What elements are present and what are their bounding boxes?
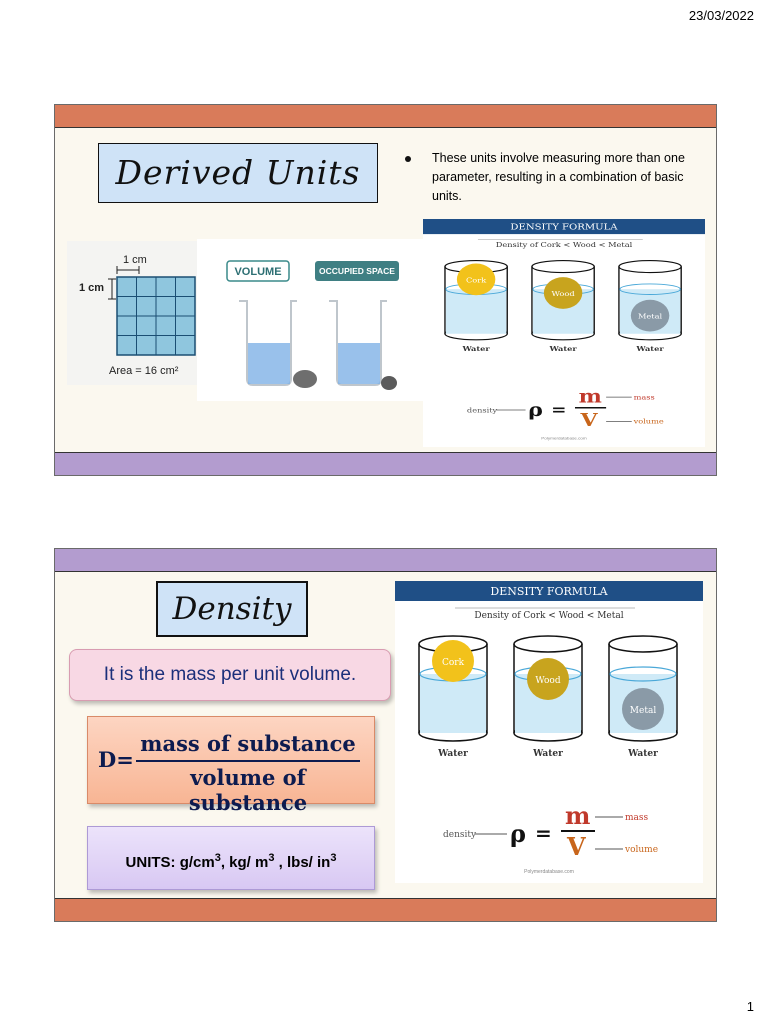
density-comparison: Density of Cork < Wood < Metal (495, 240, 633, 249)
bullet-text: These units involve measuring more than one parameter, resulting in a combination of basic units. (432, 151, 685, 203)
density-word: density (443, 830, 477, 840)
equals-sign: = (535, 821, 552, 845)
metal-label: Metal (637, 312, 663, 321)
slide-derived-units (54, 104, 717, 476)
rho-symbol: ρ (510, 819, 526, 848)
volume-word: volume (625, 845, 659, 855)
units-lbs: , lbs/ in (274, 854, 331, 871)
bullet-point (405, 149, 705, 206)
units-box (87, 826, 375, 890)
density-word: density (466, 405, 498, 415)
page-number: 1 (746, 999, 754, 1014)
density-figure-header: DENSITY FORMULA (490, 585, 608, 598)
water-label: Water (533, 749, 563, 759)
area-grid-figure (67, 241, 197, 385)
water-label: Water (549, 344, 577, 353)
mass-symbol: m (578, 385, 602, 407)
mass-word: mass (633, 393, 655, 402)
cork-label: Cork (441, 658, 465, 668)
volume-label: VOLUME (234, 266, 282, 278)
metal-label: Metal (629, 706, 657, 716)
formula-denominator: volume of substance (188, 765, 308, 815)
grid-side-label: 1 cm (79, 282, 105, 294)
grid-area-label: Area = 16 cm² (109, 365, 179, 377)
water-label: Water (636, 344, 664, 353)
grid-top-label: 1 cm (123, 254, 147, 266)
volume-word: volume (633, 417, 664, 426)
definition-box: It is the mass per unit volume. (69, 649, 391, 701)
density-figure-header: DENSITY FORMULA (510, 222, 618, 233)
formula-lhs: D= (98, 747, 134, 772)
mass-word: mass (625, 813, 649, 823)
density-formula-box (87, 716, 375, 815)
mass-symbol: m (565, 801, 591, 830)
wood-label: Wood (535, 676, 561, 686)
rho-symbol: ρ (528, 398, 543, 421)
cork-label: Cork (466, 276, 487, 285)
slide-header-bar (55, 549, 716, 572)
density-formula-figure (423, 219, 705, 447)
volume-symbol: V (580, 408, 598, 431)
slide-footer-bar (55, 898, 716, 921)
density-comparison: Density of Cork < Wood < Metal (474, 611, 624, 621)
occupied-space-label: OCCUPIED SPACE (319, 266, 395, 276)
water-label: Water (438, 749, 468, 759)
equals-sign: = (551, 400, 567, 419)
wood-label: Wood (551, 289, 575, 298)
bullet-dot-icon (405, 156, 411, 162)
figure-credit: Polymerdatabase.com (541, 435, 587, 441)
page-date: 23/03/2022 (688, 8, 754, 23)
unit-exponent: 3 (268, 852, 275, 864)
formula-fraction (136, 731, 360, 815)
volume-figure (197, 239, 423, 401)
water-label: Water (628, 749, 658, 759)
fraction-bar (136, 760, 360, 762)
slide-title: Derived Units (98, 143, 378, 203)
units-prefix: UNITS: g/cm (125, 854, 215, 871)
volume-symbol: V (567, 832, 586, 861)
density-formula-figure (395, 581, 703, 883)
formula-numerator: mass of substance (140, 731, 356, 756)
slide-footer-bar (55, 452, 716, 475)
figure-credit: Polymerdatabase.com (524, 869, 574, 875)
unit-exponent: 3 (330, 852, 337, 864)
units-kg: , kg/ m (220, 854, 269, 871)
unit-exponent: 3 (214, 852, 221, 864)
slide-header-bar (55, 105, 716, 128)
slide-density (54, 548, 717, 922)
water-label: Water (462, 344, 490, 353)
slide-title: Density (156, 581, 308, 637)
